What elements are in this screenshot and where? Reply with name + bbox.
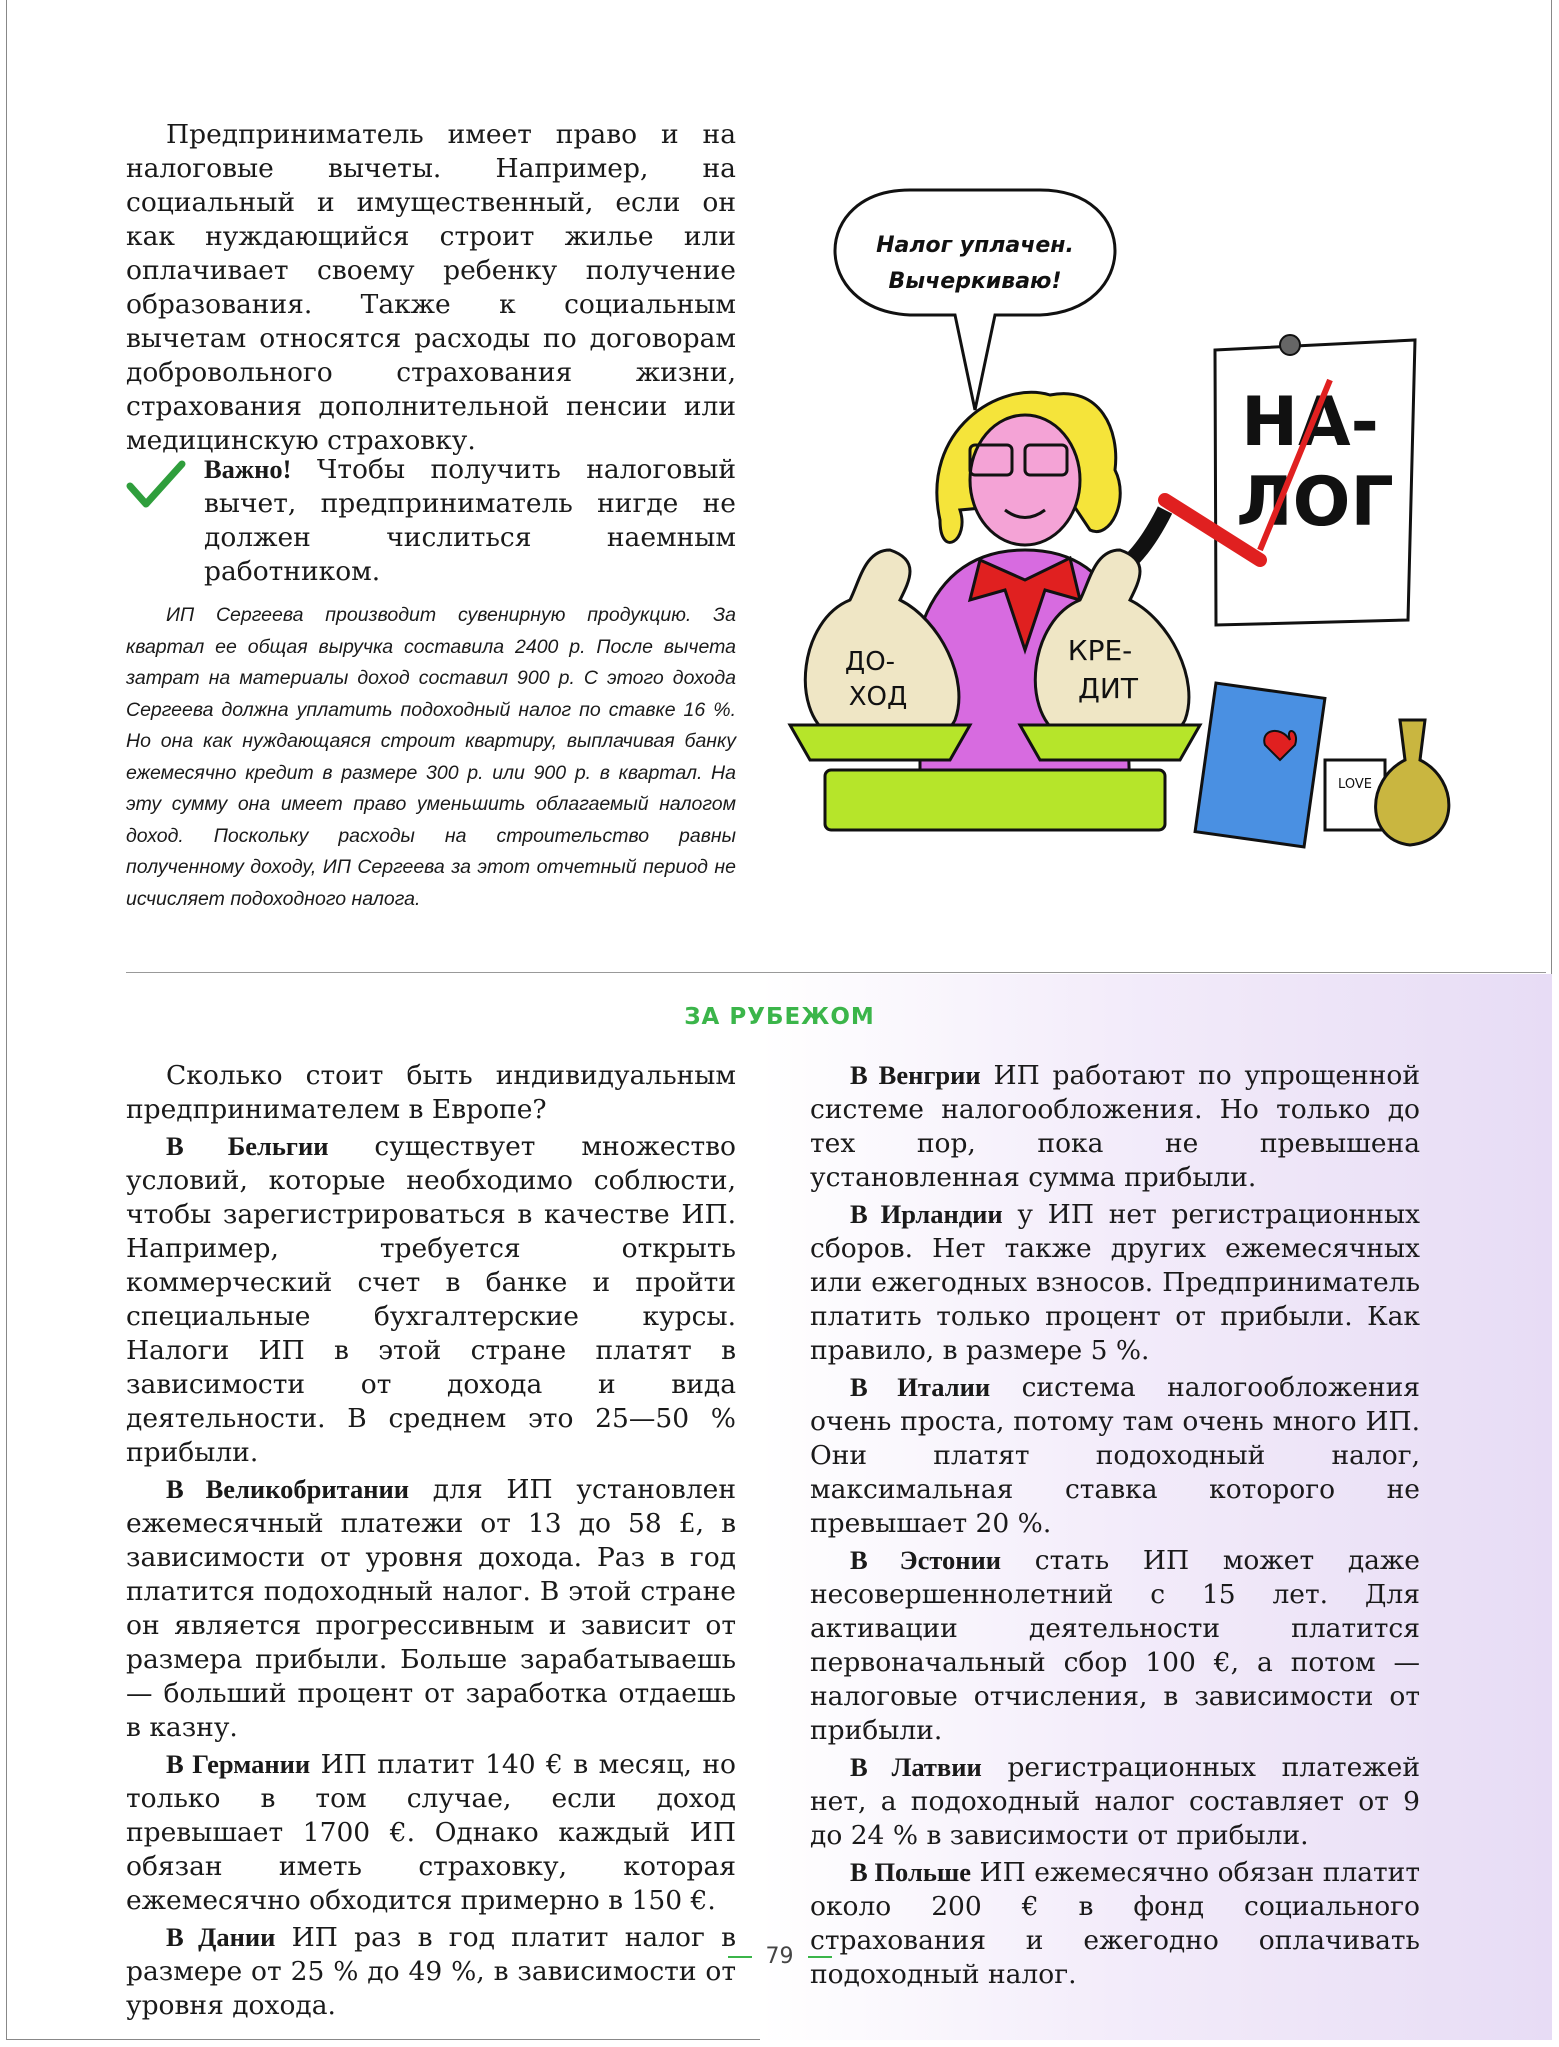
checkmark-icon bbox=[126, 460, 186, 510]
abroad-paragraph: В Эстонии стать ИП может даже несовершеннолетний с 15 лет. Для активации деятельности платится первоначальный сбор 100 €, а потом — налоговые отчисления, в зависимости от прибыли. bbox=[810, 1545, 1420, 1746]
scale-pan-right bbox=[1020, 725, 1200, 760]
poster-line-2: ЛОГ bbox=[1236, 463, 1394, 542]
page-number: 79 bbox=[765, 1944, 794, 1969]
important-body: Чтобы получить налоговый вычет, предприниматель нигде не должен числиться наемным работником. bbox=[204, 454, 736, 587]
scale-base bbox=[825, 770, 1165, 830]
abroad-paragraph: В Великобритании для ИП установлен ежемесячный платежи от 13 до 58 £, в зависимости от уровня дохода. Раз в год платится подоходный налог. В этой стране он является прогрессивным и зависит от размера прибыли. Больше зарабатываешь — больший процент от заработка отдаешь в казну. bbox=[126, 1474, 736, 1743]
speech-line-2: Вычеркиваю! bbox=[888, 269, 1062, 294]
abroad-paragraph: В Италии система налогообложения очень проста, потому там очень много ИП. Они платят подоходный налог, максимальная ставка которого не превышает 20 %. bbox=[810, 1372, 1420, 1539]
country-name: В Венгрии bbox=[850, 1060, 981, 1090]
intro-paragraph: Предприниматель имеет право и на налоговые вычеты. Например, на социальный и имущественный, если он как нуждающийся строит жилье или оплачивает своему ребенку получение образования. Также к социальным вычетам относятся расходы по договорам добровольного страхования жизни, страхования дополнительной пенсии или медицинскую страховку. bbox=[126, 119, 736, 456]
speech-line-1: Налог уплачен. bbox=[876, 233, 1074, 258]
country-name: В Италии bbox=[850, 1372, 991, 1402]
country-name: В Польше bbox=[850, 1857, 971, 1887]
pin bbox=[1280, 335, 1300, 355]
abroad-left-column bbox=[126, 1058, 736, 2025]
photo-frame bbox=[1195, 683, 1325, 847]
important-text bbox=[204, 452, 736, 589]
footer-dash-right bbox=[808, 1956, 832, 1958]
abroad-paragraph: В Германии ИП платит 140 € в месяц, но только в том случае, если доход превышает 1700 €. Однако каждый ИП обязан иметь страховку, которая ежемесячно обходится примерно в 150 €. bbox=[126, 1749, 737, 1916]
abroad-paragraph: В Дании ИП раз в год платит налог в размере от 25 % до 49 %, в зависимости от уровня дохода. bbox=[126, 1922, 736, 2021]
scale-pan-left bbox=[790, 725, 970, 760]
footer-dash-left bbox=[728, 1956, 752, 1958]
country-name: В Латвии bbox=[850, 1752, 982, 1782]
section-title: ЗА РУБЕЖОМ bbox=[684, 1004, 875, 1030]
bag-right-line-1: КРЕ- bbox=[1067, 634, 1133, 667]
abroad-paragraph: В Ирландии у ИП нет регистрационных сборов. Нет также других ежемесячных или ежегодных взносов. Предприниматель платить только процент от прибыли. Как правило, в размере 5 %. bbox=[810, 1199, 1420, 1366]
love-card-text: LOVE bbox=[1338, 777, 1372, 792]
bag-right-line-2: ДИТ bbox=[1078, 672, 1138, 705]
abroad-paragraph: Сколько стоит быть индивидуальным предпринимателем в Европе? bbox=[126, 1060, 736, 1125]
abroad-paragraph: В Латвии регистрационных платежей нет, а подоходный налог составляет от 9 до 24 % в зависимости от прибыли. bbox=[810, 1752, 1421, 1851]
country-name: В Бельгии bbox=[166, 1131, 329, 1161]
speech-bubble bbox=[835, 190, 1115, 410]
example-paragraph: ИП Сергеева производит сувенирную продукцию. За квартал ее общая выручка составила 2400 р. После вычета затрат на материалы доход составил 900 р. С этого дохода Сергеева должна уплатить подоходный налог по ставке 16 %. Но она как нуждающаяся строит квартиру, выплачивая банку ежемесячно кредит в размере 300 р. или 900 р. в квартал. На эту сумму она имеет право уменьшить облагаемый налогом доход. Поскольку расходы на строительство равны полученному доходу, ИП Сергеева за этот отчетный период не исчисляет подоходного налога. bbox=[126, 604, 736, 910]
bag-left-line-2: ХОД bbox=[848, 682, 908, 712]
important-note bbox=[126, 452, 736, 589]
page-footer bbox=[0, 1944, 1559, 1969]
tax-illustration bbox=[770, 180, 1540, 860]
country-name: В Германии bbox=[166, 1749, 311, 1779]
country-name: В Ирландии bbox=[850, 1199, 1003, 1229]
abroad-right-column bbox=[810, 1058, 1420, 1994]
country-name: В Эстонии bbox=[850, 1545, 1002, 1575]
country-name: В Великобритании bbox=[166, 1474, 410, 1504]
abroad-paragraph: В Венгрии ИП работают по упрощенной системе налогообложения. Но только до тех пор, пока не превышена установленная сумма прибыли. bbox=[810, 1060, 1420, 1193]
vase bbox=[1376, 720, 1449, 845]
important-label: Важно! bbox=[204, 454, 292, 484]
abroad-paragraph: В Польше ИП ежемесячно обязан платит около 200 € в фонд социального страхования и ежегодно оплачивать подоходный налог. bbox=[810, 1857, 1420, 1990]
abroad-paragraph: В Бельгии существует множество условий, которые необходимо соблюсти, чтобы зарегистрироваться в качестве ИП. Например, требуется открыть коммерческий счет в банке и пройти специальные бухгалтерские курсы. Налоги ИП в этой стране платят в зависимости от дохода и вида деятельности. В среднем это 25—50 % прибыли. bbox=[126, 1131, 736, 1468]
poster-line-1: НА- bbox=[1241, 383, 1379, 462]
woman-face bbox=[970, 415, 1080, 545]
bag-left-line-1: ДО- bbox=[844, 647, 896, 677]
country-name: В Дании bbox=[166, 1922, 276, 1952]
section-divider bbox=[126, 972, 1546, 973]
